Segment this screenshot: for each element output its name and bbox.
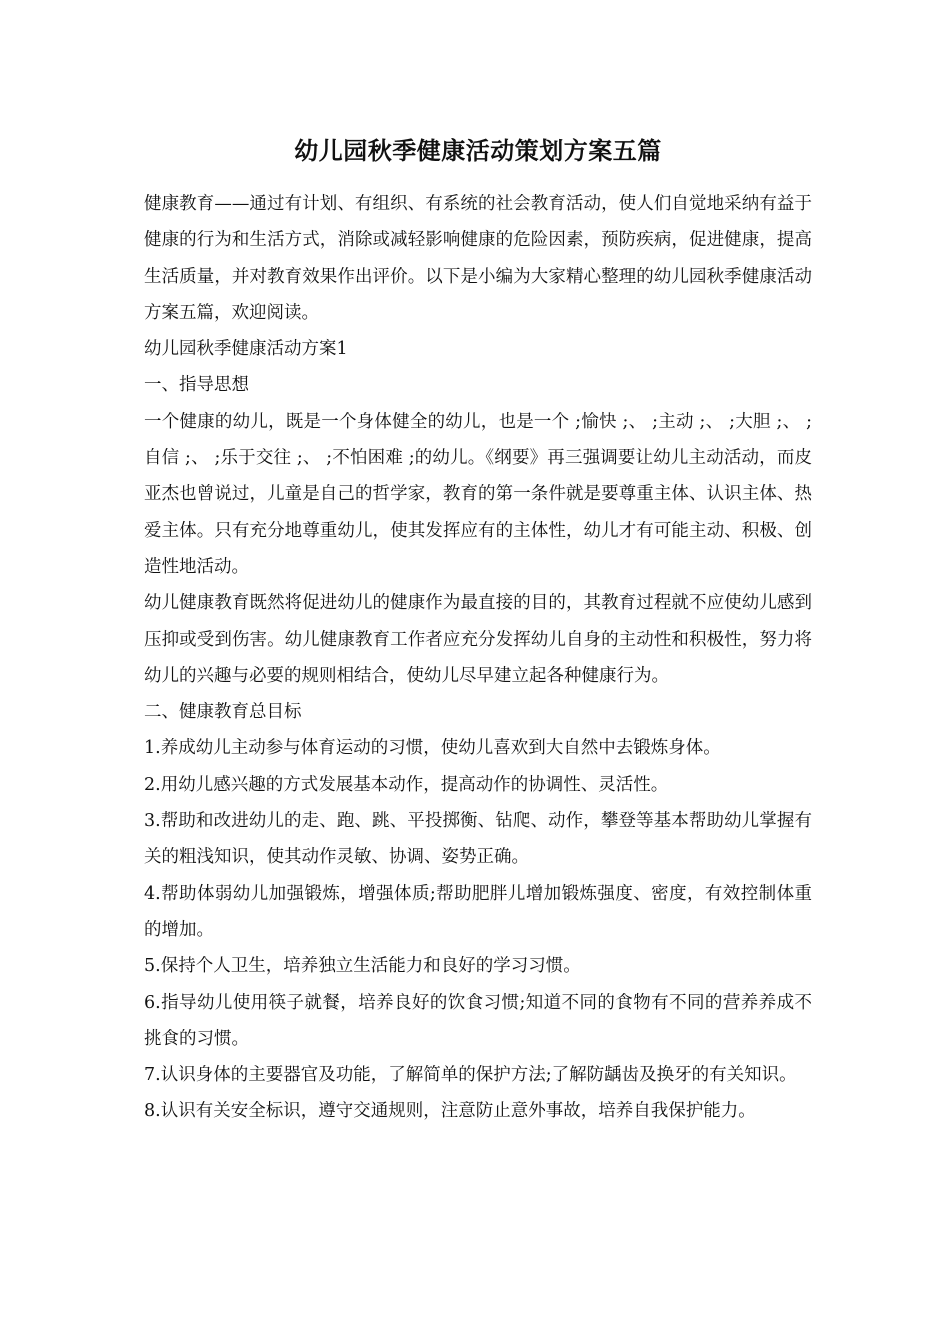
document-body (144, 128, 812, 1130)
goal-item: 8.认识有关安全标识，遵守交通规则，注意防止意外事故，培养自我保护能力。 (144, 1101, 756, 1122)
plan-heading: 幼儿园秋季健康活动方案1 (144, 339, 348, 360)
intro-paragraph: 健康教育——通过有计划、有组织、有系统的社会教育活动，使人们自觉地采纳有益于健康的行为和生活方式，消除或减轻影响健康的危险因素，预防疾病，促进健康，提高生活质量，并对教育效果作出评价。以下是小编为大家精心整理的幼儿园秋季健康活动方案五篇，欢迎阅读。 (144, 194, 812, 323)
section-heading-overall-goals: 二、健康教育总目标 (144, 702, 302, 723)
goal-item: 4.帮助体弱幼儿加强锻炼，增强体质;帮助肥胖儿增加锻炼强度、密度，有效控制体重的增加。 (144, 883, 812, 940)
guiding-thought-paragraph: 一个健康的幼儿，既是一个身体健全的幼儿，也是一个 ;愉快 ;、 ;主动 ;、 ;大胆 ;、 ;自信 ;、 ;乐于交往 ;、 ;不怕困难 ;的幼儿。《纲要》再三强调要让幼儿主动活动，而皮亚杰也曾说过，儿童是自己的哲学家，教育的第一条件就是要尊重主体、认识主体、热爱主体。只有充分地尊重幼儿，使其发挥应有的主体性，幼儿才有可能主动、积极、创造性地活动。 (144, 411, 812, 577)
goal-item: 6.指导幼儿使用筷子就餐，培养良好的饮食习惯;知道不同的食物有不同的营养养成不挑食的习惯。 (144, 992, 812, 1049)
goal-item: 3.帮助和改进幼儿的走、跑、跳、平投掷衡、钻爬、动作，攀登等基本帮助幼儿掌握有关的粗浅知识，使其动作灵敏、协调、姿势正确。 (144, 811, 812, 868)
guiding-thought-paragraph: 幼儿健康教育既然将促进幼儿的健康作为最直接的目的，其教育过程就不应使幼儿感到压抑或受到伤害。幼儿健康教育工作者应充分发挥幼儿自身的主动性和积极性，努力将幼儿的兴趣与必要的规则相结合，使幼儿尽早建立起各种健康行为。 (144, 593, 812, 686)
goal-item: 7.认识身体的主要器官及功能，了解简单的保护方法;了解防龋齿及换牙的有关知识。 (144, 1065, 797, 1086)
goal-item: 2.用幼儿感兴趣的方式发展基本动作，提高动作的协调性、灵活性。 (144, 774, 669, 795)
goal-item: 1.养成幼儿主动参与体育运动的习惯，使幼儿喜欢到大自然中去锻炼身体。 (144, 738, 721, 759)
goal-item: 5.保持个人卫生，培养独立生活能力和良好的学习习惯。 (144, 956, 581, 977)
section-heading-guiding-thought: 一、指导思想 (144, 375, 249, 396)
document-title: 幼儿园秋季健康活动策划方案五篇 (294, 136, 662, 165)
